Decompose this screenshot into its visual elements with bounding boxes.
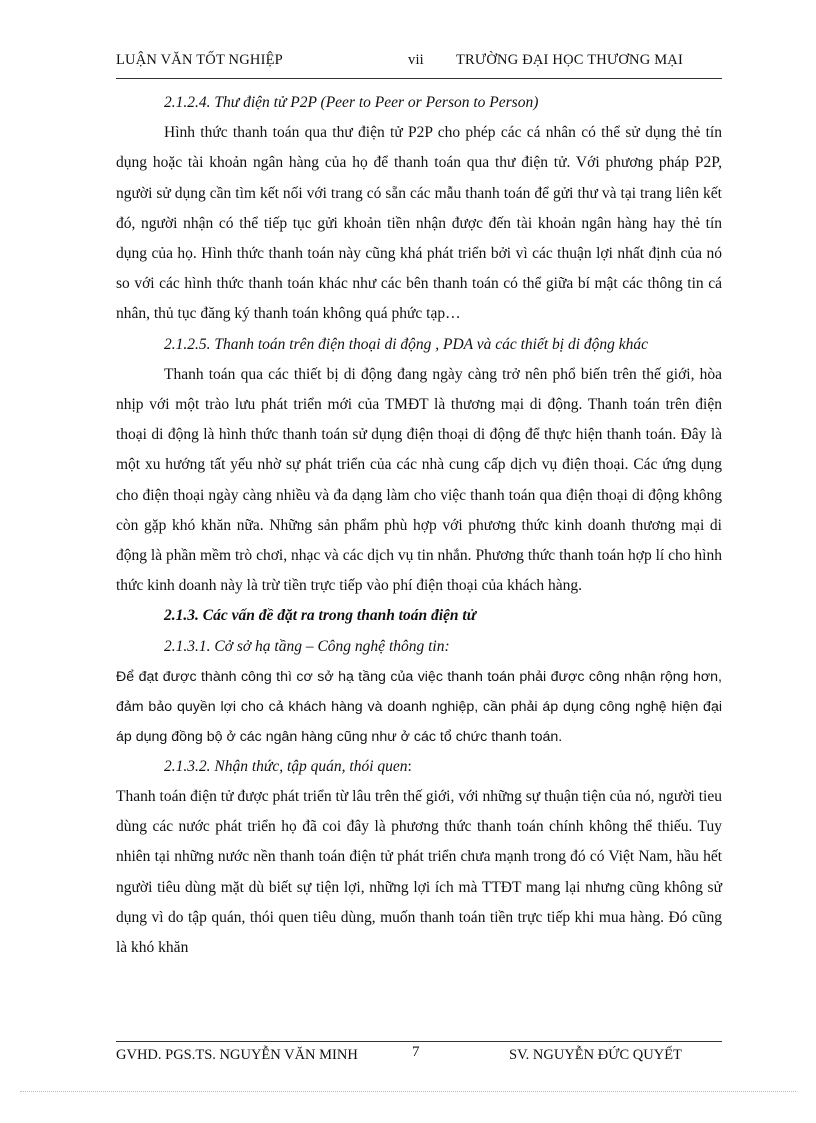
page-break-dotted-line — [20, 1091, 796, 1092]
section-2-1-2-5-paragraph: Thanh toán qua các thiết bị di động đang ngày càng trở nên phổ biến trên thế giới, hòa nhịp với một trào lưu phát triển mới của TMĐT là thương mại di động. Thanh toán trên điện thoại di động là hình thức thanh toán sử dụng điện thoại di động để thực hiện thanh toán. Đây là một xu hướng tất yếu nhờ sự phát triển của các nhà cung cấp dịch vụ điện thoại. Các ứng dụng cho điện thoại ngày càng nhiều và đa dạng làm cho việc thanh toán qua điện thoại di động không còn gặp khó khăn nữa. Những sản phẩm phù hợp với phương thức kinh doanh thương mại di động là phần mềm trò chơi, nhạc và các dịch vụ tin nhắn. Phương thức thanh toán hợp lí cho hình thức kinh doanh này là trừ tiền trực tiếp vào phí điện thoại của khách hàng. — [116, 365, 722, 595]
section-2-1-3-1-heading: 2.1.3.1. Cở sở hạ tầng – Công nghệ thông tin: — [164, 637, 450, 655]
section-2-1-3-1-paragraph: Để đạt được thành công thì cơ sở hạ tầng của việc thanh toán phải được công nhận rộng hơn, đảm bảo quyền lợi cho cả khách hàng và doanh nghiệp, cần phải áp dụng công nghệ hiện đại áp dụng đồng bộ ở các ngân hàng cũng như ở các tổ chức thanh toán. — [116, 668, 722, 745]
section-2-1-2-4-heading: 2.1.2.4. Thư điện tử P2P (Peer to Peer or Person to Person) — [164, 94, 539, 111]
section-2-1-2-4-paragraph: Hình thức thanh toán qua thư điện tử P2P cho phép các cá nhân có thể sử dụng thẻ tín dụng hoặc tài khoản ngân hàng của họ để thanh toán qua thư điện tử. Với phương pháp P2P, người sử dụng cần tìm kết nối với trang có sẵn các mẫu thanh toán để gửi thư và tại trang liên kết đó, người nhận có thể tiếp tục gửi khoản tiền nhận được đến tài khoản ngân hàng hay thẻ tín dụng của họ. Hình thức thanh toán này cũng khá phát triển bởi vì các thuận lợi nhất định của nó so với các hình thức thanh toán khác như các bên thanh toán có thể giữa bí mật các thông tin cá nhân, thủ tục đăng ký thanh toán không quá phức tạp… — [116, 124, 722, 323]
page-footer — [116, 1041, 722, 1072]
footer-page-number: 7 — [412, 1044, 420, 1060]
header-roman-page-number: vii — [408, 52, 424, 68]
header-thesis-label: LUẬN VĂN TỐT NGHIỆP — [116, 52, 283, 68]
header-university-name: TRƯỜNG ĐẠI HỌC THƯƠNG MẠI — [456, 52, 684, 68]
section-2-1-3-2-heading: 2.1.3.2. Nhận thức, tập quán, thói quen — [164, 757, 408, 775]
section-2-1-3-2-paragraph: Thanh toán điện tử được phát triển từ lâu trên thế giới, với những sự thuận tiện của nó, người tieu dùng các nước phát triển họ đã coi đây là phương thức thanh toán chính không thể thiếu. Tuy nhiên tại những nước nền thanh toán điện tử phát triển chưa mạnh trong đó có Việt Nam, hầu hết người tiêu dùng mặt dù biết sự tiện lợi, những lợi ích mà TTĐT mang lại nhưng cũng không sử dụng vì do tập quán, thói quen tiêu dùng, muốn thanh toán tiền trực tiếp khi mua hàng. Đó cũng là khó khăn — [116, 788, 722, 957]
section-2-1-3-heading: 2.1.3. Các vấn đề đặt ra trong thanh toán điện tử — [164, 607, 477, 625]
section-2-1-2-5-heading: 2.1.2.5. Thanh toán trên điện thoại di động , PDA và các thiết bị di động khác — [164, 335, 649, 353]
section-2-1-3-2-heading-line — [116, 752, 722, 782]
footer-student: SV. NGUYỄN ĐỨC QUYẾT — [509, 1047, 682, 1063]
page-header — [116, 50, 722, 79]
footer-supervisor: GVHD. PGS.TS. NGUYỄN VĂN MINH — [116, 1047, 358, 1063]
page-body — [116, 88, 722, 963]
section-2-1-3-2-colon: : — [407, 757, 412, 775]
